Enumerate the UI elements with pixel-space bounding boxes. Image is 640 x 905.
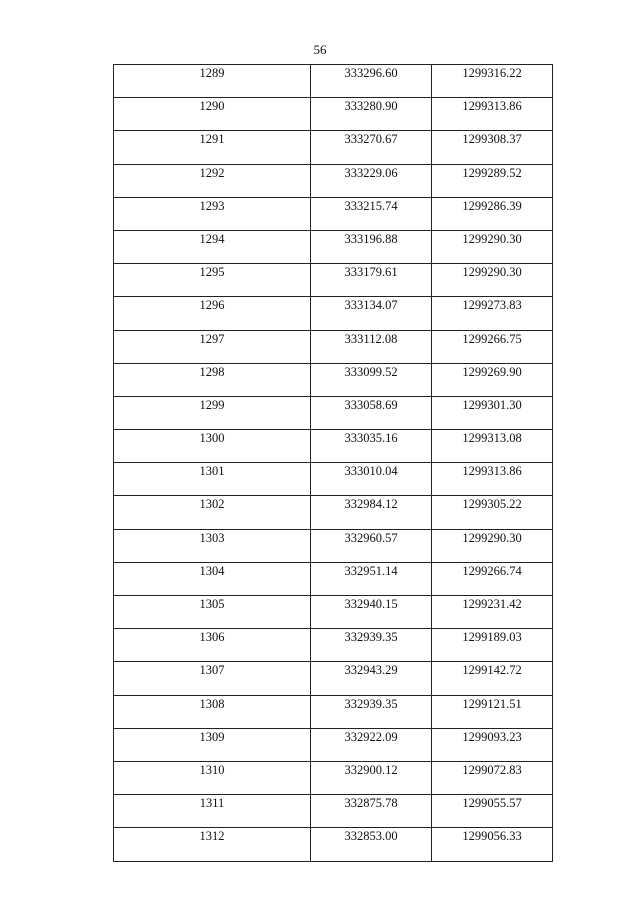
page-number: 56 — [313, 42, 327, 57]
point-number-cell: 1300 — [114, 430, 311, 463]
y-coordinate-cell: 1299072.83 — [432, 761, 553, 794]
y-coordinate-cell: 1299290.30 — [432, 529, 553, 562]
table-row — [114, 695, 553, 728]
y-coordinate-cell: 1299093.23 — [432, 728, 553, 761]
y-coordinate-cell: 1299313.86 — [432, 463, 553, 496]
point-number-cell: 1308 — [114, 695, 311, 728]
table-row — [114, 330, 553, 363]
y-coordinate-cell: 1299305.22 — [432, 496, 553, 529]
table-row — [114, 197, 553, 230]
point-number-cell: 1303 — [114, 529, 311, 562]
coordinates-table-body — [114, 65, 553, 862]
point-number-cell: 1296 — [114, 297, 311, 330]
table-row — [114, 98, 553, 131]
y-coordinate-cell: 1299290.30 — [432, 264, 553, 297]
x-coordinate-cell: 333099.52 — [311, 363, 432, 396]
y-coordinate-cell: 1299231.42 — [432, 596, 553, 629]
x-coordinate-cell: 333270.67 — [311, 131, 432, 164]
table-row — [114, 164, 553, 197]
point-number-cell: 1298 — [114, 363, 311, 396]
x-coordinate-cell: 333112.08 — [311, 330, 432, 363]
table-row — [114, 828, 553, 861]
x-coordinate-cell: 332939.35 — [311, 629, 432, 662]
x-coordinate-cell: 333196.88 — [311, 230, 432, 263]
point-number-cell: 1294 — [114, 230, 311, 263]
table-row — [114, 131, 553, 164]
y-coordinate-cell: 1299189.03 — [432, 629, 553, 662]
x-coordinate-cell: 332875.78 — [311, 795, 432, 828]
point-number-cell: 1292 — [114, 164, 311, 197]
x-coordinate-cell: 333296.60 — [311, 65, 432, 98]
x-coordinate-cell: 332900.12 — [311, 761, 432, 794]
y-coordinate-cell: 1299269.90 — [432, 363, 553, 396]
x-coordinate-cell: 333229.06 — [311, 164, 432, 197]
x-coordinate-cell: 332940.15 — [311, 596, 432, 629]
point-number-cell: 1295 — [114, 264, 311, 297]
x-coordinate-cell: 332960.57 — [311, 529, 432, 562]
y-coordinate-cell: 1299266.75 — [432, 330, 553, 363]
table-row — [114, 728, 553, 761]
point-number-cell: 1290 — [114, 98, 311, 131]
y-coordinate-cell: 1299273.83 — [432, 297, 553, 330]
x-coordinate-cell: 333010.04 — [311, 463, 432, 496]
point-number-cell: 1306 — [114, 629, 311, 662]
table-row — [114, 65, 553, 98]
table-row — [114, 363, 553, 396]
y-coordinate-cell: 1299056.33 — [432, 828, 553, 861]
table-row — [114, 795, 553, 828]
point-number-cell: 1309 — [114, 728, 311, 761]
x-coordinate-cell: 333035.16 — [311, 430, 432, 463]
x-coordinate-cell: 332984.12 — [311, 496, 432, 529]
point-number-cell: 1289 — [114, 65, 311, 98]
x-coordinate-cell: 333215.74 — [311, 197, 432, 230]
point-number-cell: 1304 — [114, 562, 311, 595]
point-number-cell: 1311 — [114, 795, 311, 828]
point-number-cell: 1302 — [114, 496, 311, 529]
point-number-cell: 1297 — [114, 330, 311, 363]
y-coordinate-cell: 1299308.37 — [432, 131, 553, 164]
y-coordinate-cell: 1299301.30 — [432, 396, 553, 429]
table-row — [114, 629, 553, 662]
y-coordinate-cell: 1299266.74 — [432, 562, 553, 595]
x-coordinate-cell: 333280.90 — [311, 98, 432, 131]
y-coordinate-cell: 1299286.39 — [432, 197, 553, 230]
y-coordinate-cell: 1299289.52 — [432, 164, 553, 197]
point-number-cell: 1307 — [114, 662, 311, 695]
table-row — [114, 230, 553, 263]
y-coordinate-cell: 1299290.30 — [432, 230, 553, 263]
x-coordinate-cell: 332853.00 — [311, 828, 432, 861]
table-row — [114, 297, 553, 330]
table-row — [114, 761, 553, 794]
x-coordinate-cell: 332951.14 — [311, 562, 432, 595]
coordinates-table — [113, 64, 553, 862]
table-row — [114, 264, 553, 297]
point-number-cell: 1293 — [114, 197, 311, 230]
point-number-cell: 1291 — [114, 131, 311, 164]
x-coordinate-cell: 332943.29 — [311, 662, 432, 695]
y-coordinate-cell: 1299121.51 — [432, 695, 553, 728]
y-coordinate-cell: 1299313.08 — [432, 430, 553, 463]
table-row — [114, 496, 553, 529]
point-number-cell: 1301 — [114, 463, 311, 496]
point-number-cell: 1310 — [114, 761, 311, 794]
point-number-cell: 1299 — [114, 396, 311, 429]
x-coordinate-cell: 332922.09 — [311, 728, 432, 761]
table-row — [114, 596, 553, 629]
table-row — [114, 562, 553, 595]
y-coordinate-cell: 1299313.86 — [432, 98, 553, 131]
y-coordinate-cell: 1299142.72 — [432, 662, 553, 695]
point-number-cell: 1305 — [114, 596, 311, 629]
table-row — [114, 430, 553, 463]
y-coordinate-cell: 1299055.57 — [432, 795, 553, 828]
table-row — [114, 396, 553, 429]
table-row — [114, 463, 553, 496]
x-coordinate-cell: 332939.35 — [311, 695, 432, 728]
x-coordinate-cell: 333179.61 — [311, 264, 432, 297]
point-number-cell: 1312 — [114, 828, 311, 861]
x-coordinate-cell: 333058.69 — [311, 396, 432, 429]
y-coordinate-cell: 1299316.22 — [432, 65, 553, 98]
table-row — [114, 662, 553, 695]
table-row — [114, 529, 553, 562]
x-coordinate-cell: 333134.07 — [311, 297, 432, 330]
